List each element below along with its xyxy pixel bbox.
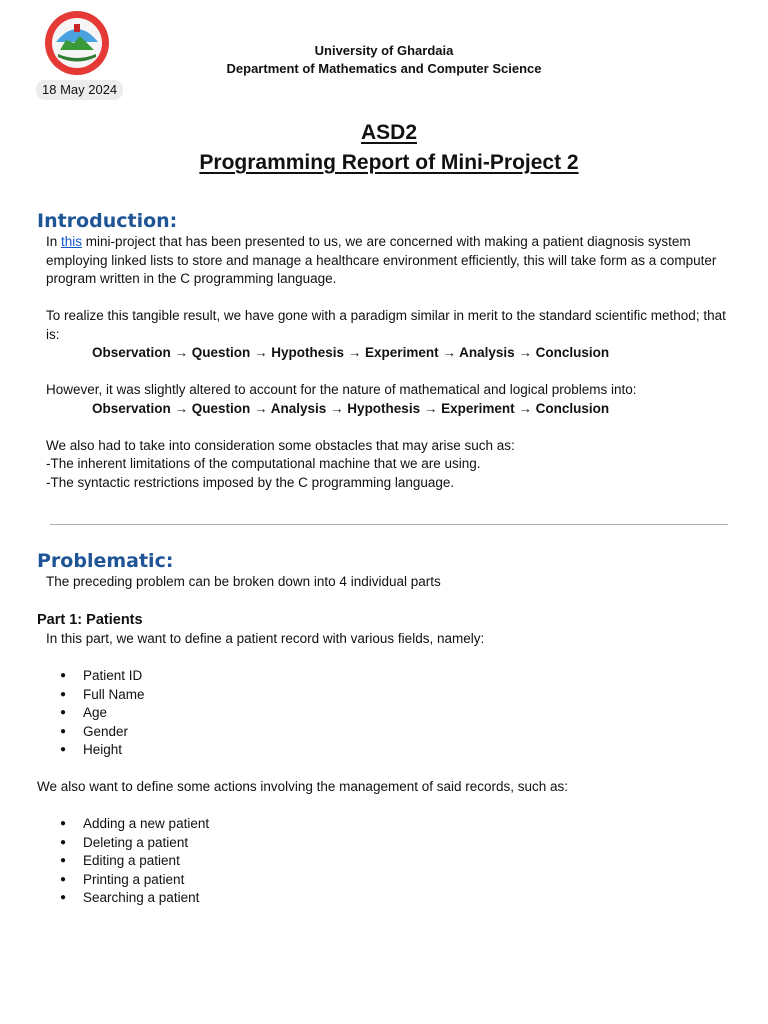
actions-intro: We also want to define some actions involving the management of said records, such as: <box>37 779 569 794</box>
list-item: ● Gender <box>37 723 738 742</box>
list-item: ● Age <box>37 704 738 723</box>
obstacle-item: -The syntactic restrictions imposed by the C programming language. <box>46 474 455 490</box>
department-name: Department of Mathematics and Computer Science <box>226 61 542 76</box>
part1-heading: Part 1: Patients <box>37 612 143 628</box>
problematic-heading: Problematic: <box>37 550 174 572</box>
report-title: Programming Report of Mini-Project 2 <box>199 151 579 174</box>
list-item: ● Adding a new patient <box>37 815 738 834</box>
intro-p1-rest: mini-project that has been presented to us, we are concerned with making a patient diagnosis system employing linked lists to store and manage a healthcare environment efficiently, this will take form as a computer program written in the C programming language. <box>46 234 717 286</box>
section-divider <box>50 524 728 525</box>
list-item: ● Height <box>37 741 738 760</box>
list-item: ● Full Name <box>37 686 738 705</box>
introduction-section <box>37 209 738 492</box>
part1-intro: In this part, we want to define a patient record with various fields, namely: <box>46 631 485 646</box>
method-flow-standard: Observation → Question → Hypothesis → Experiment → Analysis → Conclusion <box>92 345 610 360</box>
list-item: ● Patient ID <box>37 667 738 686</box>
patient-fields-list <box>37 667 738 760</box>
intro-p1-start: In <box>46 234 62 249</box>
list-item: ● Deleting a patient <box>37 834 738 853</box>
intro-paragraph-4: We also had to take into consideration some obstacles that may arise such as: <box>46 437 515 453</box>
course-code: ASD2 <box>360 121 418 144</box>
problematic-intro: The preceding problem can be broken down into 4 individual parts <box>46 574 441 589</box>
list-item: ● Editing a patient <box>37 852 738 871</box>
patient-actions-list <box>37 815 738 908</box>
date-badge: 18 May 2024 <box>36 80 123 100</box>
university-name: University of Ghardaia <box>314 43 454 58</box>
header-text <box>0 42 768 78</box>
page-title <box>0 118 768 178</box>
introduction-heading: Introduction: <box>37 210 178 232</box>
this-link[interactable]: this <box>61 234 83 249</box>
problematic-section <box>37 549 738 908</box>
list-item: ● Printing a patient <box>37 871 738 890</box>
method-flow-altered: Observation → Question → Analysis → Hypothesis → Experiment → Conclusion <box>92 400 610 416</box>
list-item: ● Searching a patient <box>37 889 738 908</box>
intro-paragraph-3: However, it was slightly altered to account for the nature of mathematical and logical problems into: <box>46 382 637 397</box>
obstacle-item: -The inherent limitations of the computational machine that we are using. <box>46 456 481 471</box>
intro-paragraph-2: To realize this tangible result, we have gone with a paradigm similar in merit to the standard scientific method; that is: <box>46 308 726 342</box>
intro-paragraph-1 <box>37 233 738 289</box>
